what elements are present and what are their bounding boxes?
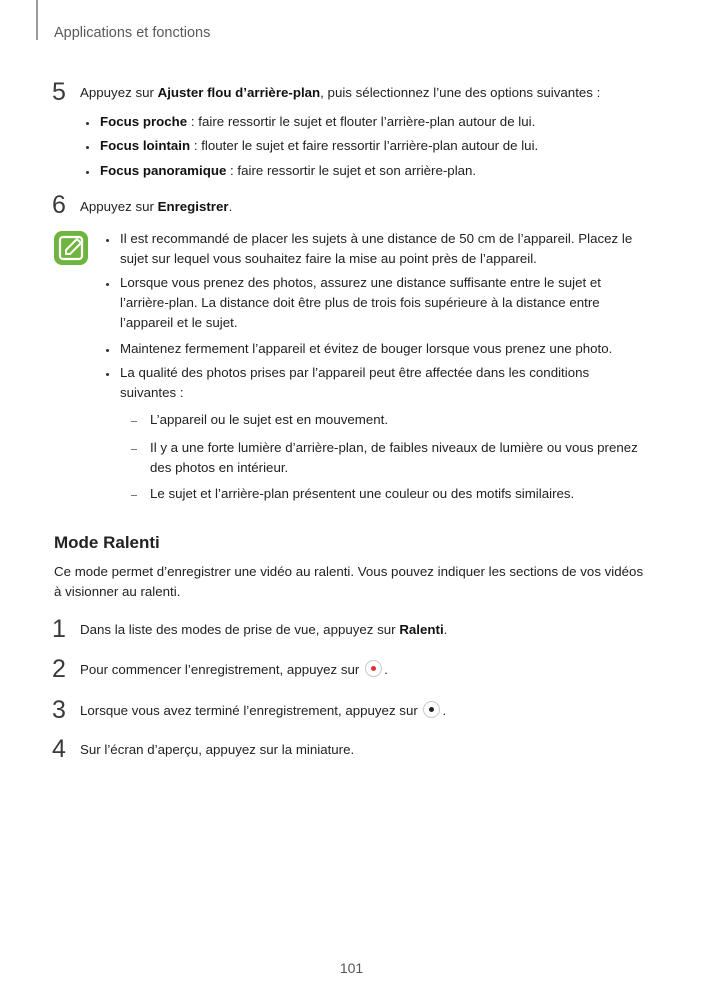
step-text: Lorsque vous avez terminé l’enregistrement, appuyez sur . — [80, 703, 447, 718]
bullet-dot — [106, 349, 109, 352]
step-number: 3 — [52, 696, 66, 724]
dash-marker — [131, 421, 137, 422]
bullet-dot — [106, 373, 109, 376]
list-item: Focus panoramique : faire ressortir le sujet et son arrière-plan. — [100, 163, 477, 178]
note-item: Maintenez fermement l’appareil et évitez de bouger lorsque vous prenez une photo. — [120, 341, 613, 356]
step-text: Dans la liste des modes de prise de vue, appuyez sur Ralenti. — [80, 622, 448, 637]
note-item: Il est recommandé de placer les sujets à une distance de 50 cm de l’appareil. Placez le sujet sur lequel vous souhaitez faire la mise au point près de l’appareil. — [120, 231, 633, 266]
dash-marker — [131, 449, 137, 450]
step-text: Appuyez sur Ajuster flou d’arrière-plan, puis sélectionnez l’une des options suivantes : — [80, 85, 601, 100]
section-title: Mode Ralenti — [54, 533, 160, 552]
step-number: 1 — [52, 615, 66, 643]
note-item: Lorsque vous prenez des photos, assurez une distance suffisante entre le sujet et l’arrière-plan. La distance doit être plus de trois fois supérieure à la distance entre l’appareil et le sujet. — [120, 275, 601, 330]
step-number: 4 — [52, 735, 66, 763]
step-number: 6 — [52, 191, 66, 219]
page-number: 101 — [339, 960, 364, 976]
note-subitem: Il y a une forte lumière d’arrière-plan, de faibles niveaux de lumière ou vous prenez des photos en intérieur. — [150, 440, 638, 475]
note-pencil-icon — [54, 231, 88, 265]
bullet-dot — [86, 122, 89, 125]
bullet-dot — [106, 239, 109, 242]
note-subitem: L’appareil ou le sujet est en mouvement. — [150, 412, 389, 427]
bullet-dot — [86, 171, 89, 174]
step-number: 5 — [52, 78, 66, 106]
header-rule — [36, 0, 38, 40]
step-number: 2 — [52, 655, 66, 683]
bullet-dot — [106, 283, 109, 286]
record-button-icon — [365, 660, 382, 677]
page-header: Applications et fonctions — [54, 25, 211, 41]
list-item: Focus lointain : flouter le sujet et faire ressortir l’arrière-plan autour de lui. — [100, 138, 539, 153]
step-text: Appuyez sur Enregistrer. — [80, 199, 233, 214]
dash-marker — [131, 495, 137, 496]
note-item: La qualité des photos prises par l’appareil peut être affectée dans les conditions suivantes : — [120, 365, 590, 400]
section-intro: Ce mode permet d’enregistrer une vidéo au ralenti. Vous pouvez indiquer les sections de vos vidéos à visionner au ralenti. — [54, 564, 644, 599]
stop-button-icon — [423, 701, 440, 718]
step-text: Sur l’écran d’aperçu, appuyez sur la miniature. — [80, 742, 355, 757]
list-item: Focus proche : faire ressortir le sujet et flouter l’arrière-plan autour de lui. — [100, 114, 536, 129]
bullet-dot — [86, 146, 89, 149]
step-text: Pour commencer l’enregistrement, appuyez sur . — [80, 662, 388, 677]
note-subitem: Le sujet et l’arrière-plan présentent une couleur ou des motifs similaires. — [150, 486, 575, 501]
